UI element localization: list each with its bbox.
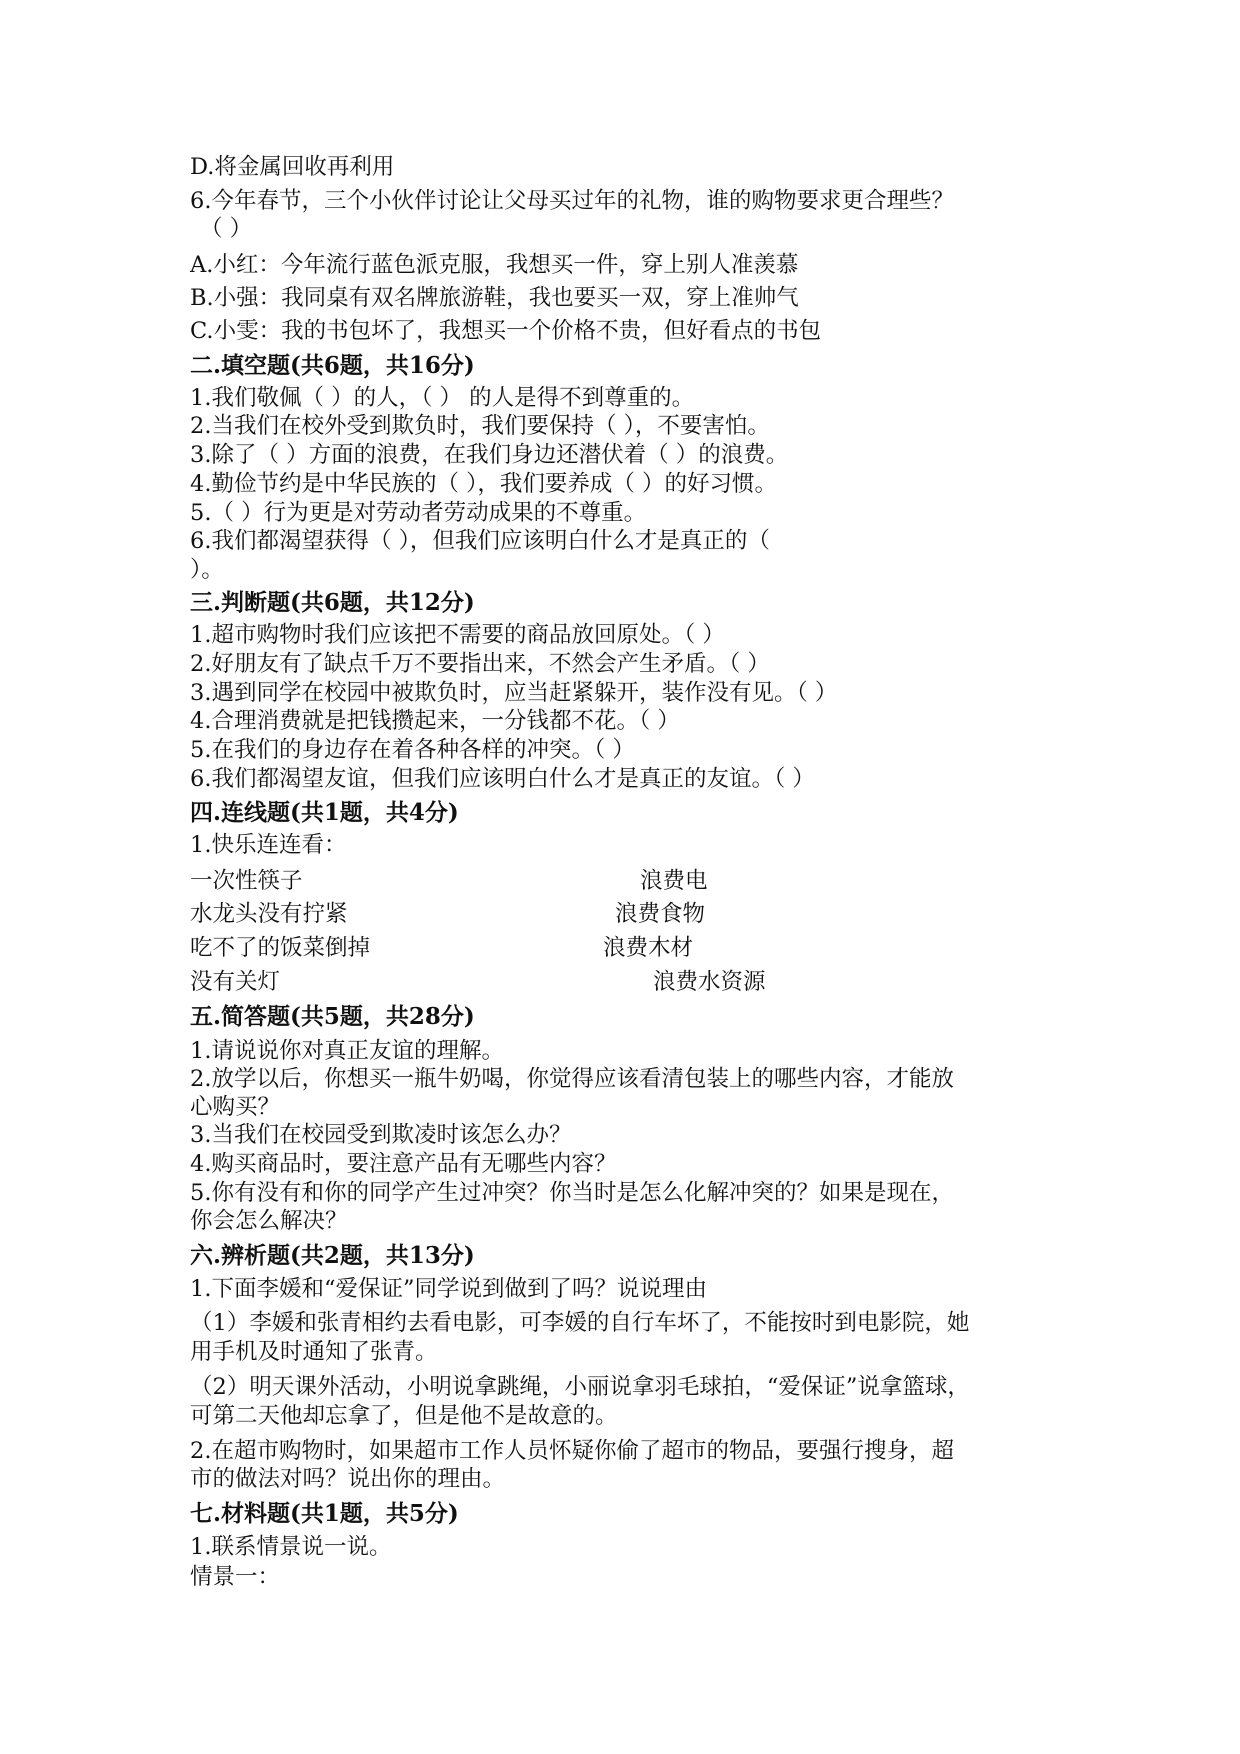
analysis-question-2-continued: 市的做法对吗？说出你的理由。 [190, 1466, 506, 1492]
match-question-1: 1.快乐连连看： [190, 832, 347, 858]
match-left-item: 吃不了的饭菜倒掉 [190, 935, 371, 961]
section-6-heading: 六.辨析题(共2题，共13分) [190, 1242, 475, 1269]
judge-item-3: 3.遇到同学在校园中被欺负时，应当赶紧躲开，装作没有见。（ ） [190, 680, 838, 706]
material-scenario-1: 情景一： [190, 1564, 281, 1590]
section-5-heading: 五.简答题(共5题，共28分) [190, 1003, 475, 1030]
fill-item-1: 1.我们敬佩（ ）的人，（ ） 的人是得不到尊重的。 [190, 385, 695, 411]
analysis-case-1: （1）李媛和张青相约去看电影，可李媛的自行车坏了，不能按时到电影院，她 [190, 1310, 970, 1336]
match-left-item: 没有关灯 [190, 969, 281, 995]
analysis-question-1: 1.下面李媛和“爱保证”同学说到做到了吗？说说理由 [190, 1276, 707, 1302]
fill-item-4: 4.勤俭节约是中华民族的（ ），我们要养成（ ）的好习惯。 [190, 471, 778, 497]
match-left-item: 一次性筷子 [190, 868, 303, 894]
judge-item-1: 1.超市购物时我们应该把不需要的商品放回原处。（ ） [190, 622, 725, 648]
analysis-case-2-continued: 可第二天他却忘拿了，但是他不是故意的。 [190, 1403, 618, 1429]
short-answer-4: 4.购买商品时，要注意产品有无哪些内容？ [190, 1151, 617, 1177]
fill-item-2: 2.当我们在校外受到欺负时，我们要保持（ ），不要害怕。 [190, 413, 770, 439]
match-right-item: 浪费电 [640, 868, 708, 894]
question-6: 6.今年春节，三个小伙伴讨论让父母买过年的礼物，谁的购物要求更合理些？ [190, 188, 954, 214]
judge-item-6: 6.我们都渴望友谊，但我们应该明白什么才是真正的友谊。（ ） [190, 766, 815, 792]
short-answer-5-continued: 你会怎么解决？ [190, 1208, 348, 1234]
material-question-1: 1.联系情景说一说。 [190, 1534, 392, 1560]
match-right-item: 浪费木材 [603, 935, 694, 961]
short-answer-2: 2.放学以后，你想买一瓶牛奶喝，你觉得应该看清包装上的哪些内容，才能放 [190, 1066, 954, 1092]
fill-item-5: 5.（ ）行为更是对劳动者劳动成果的不尊重。 [190, 500, 647, 526]
analysis-case-2: （2）明天课外活动，小明说拿跳绳，小丽说拿羽毛球拍，“爱保证”说拿篮球， [190, 1374, 970, 1400]
fill-item-6: 6.我们都渴望获得（ ），但我们应该明白什么才是真正的（ [190, 528, 770, 554]
section-4-heading: 四.连线题(共1题，共4分) [190, 799, 459, 826]
option-5d: D.将金属回收再利用 [190, 154, 395, 180]
option-6a: A.小红：今年流行蓝色派克服，我想买一件，穿上别人准羡慕 [190, 252, 799, 278]
analysis-case-1-continued: 用手机及时通知了张青。 [190, 1339, 438, 1365]
fill-item-6-continued: ）。 [190, 557, 224, 583]
section-7-heading: 七.材料题(共1题，共5分) [190, 1500, 459, 1527]
fill-item-3: 3.除了（ ）方面的浪费，在我们身边还潜伏着（ ）的浪费。 [190, 442, 789, 468]
analysis-question-2: 2.在超市购物时，如果超市工作人员怀疑你偷了超市的物品，要强行搜身，超 [190, 1438, 954, 1464]
short-answer-1: 1.请说说你对真正友谊的理解。 [190, 1038, 504, 1064]
short-answer-3: 3.当我们在校园受到欺凌时该怎么办？ [190, 1122, 572, 1148]
judge-item-4: 4.合理消费就是把钱攒起来，一分钱都不花。（ ） [190, 708, 680, 734]
short-answer-2-continued: 心购买？ [190, 1094, 281, 1120]
judge-item-5: 5.在我们的身边存在着各种各样的冲突。（ ） [190, 737, 635, 763]
match-left-item: 水龙头没有拧紧 [190, 901, 348, 927]
match-right-item: 浪费水资源 [653, 969, 766, 995]
short-answer-5: 5.你有没有和你的同学产生过冲突？你当时是怎么化解冲突的？如果是现在， [190, 1180, 954, 1206]
match-right-item: 浪费食物 [615, 901, 706, 927]
option-6c: C.小雯：我的书包坏了，我想买一个价格不贵，但好看点的书包 [190, 318, 822, 344]
option-6b: B.小强：我同桌有双名牌旅游鞋，我也要买一双，穿上准帅气 [190, 285, 799, 311]
question-6-answer-paren: （ ） [200, 216, 253, 242]
section-3-heading: 三.判断题(共6题，共12分) [190, 589, 475, 616]
judge-item-2: 2.好朋友有了缺点千万不要指出来，不然会产生矛盾。（ ） [190, 651, 770, 677]
section-2-heading: 二.填空题(共6题，共16分) [190, 352, 475, 379]
